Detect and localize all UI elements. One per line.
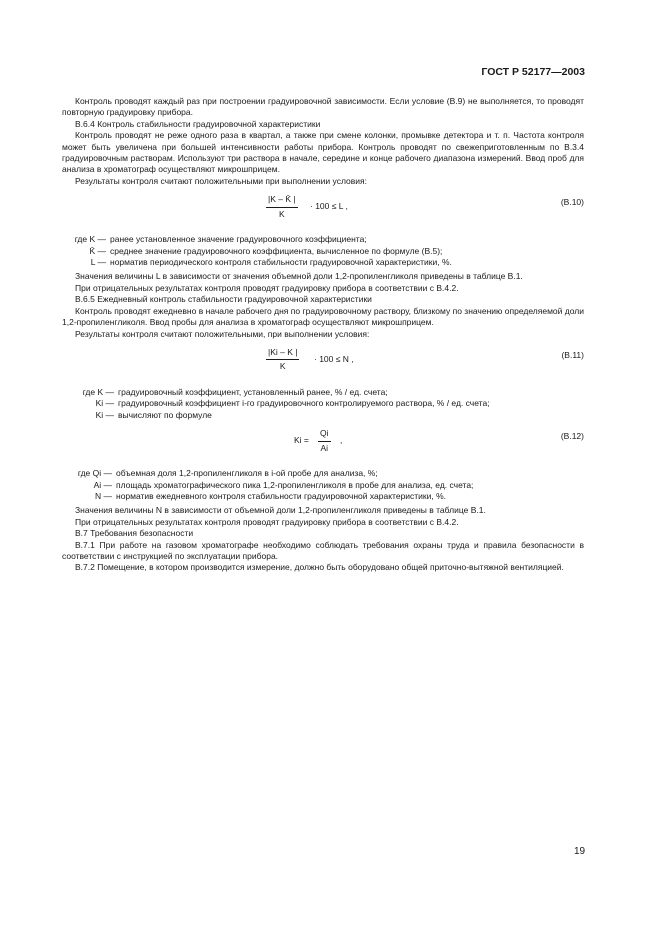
formula-fraction [266,347,299,373]
definition-symbol: где K — [74,234,106,245]
definition-symbol: Ai — [93,479,112,490]
paragraph: В.7.1 При работе на газовом хроматографе необходимо соблюдать требования охраны труда и правила безопасности в соответствии с инструкцией по эксплуатации прибора. [62,539,584,561]
formula-fraction [318,428,331,454]
paragraph: Контроль проводят ежедневно в начале рабочего дня по градуировочному раствору, близкому по значению определяемой доли 1,2-пропиленгликоля. Ввод пробы для анализа в хроматограф осуществляют микрошприцем. [62,305,584,328]
definition-symbol: где K — [82,386,114,397]
formula-rest: , [340,435,343,446]
paragraph: Результаты контроля считают положительными, при выполнении условия: [75,328,370,339]
definition-row [62,398,584,409]
paragraph: Контроль проводят каждый раз при построении градуировочной зависимости. Если условие (В.9) не выполняется, то проводят повторную градуировку прибора. [62,96,584,118]
formula-denominator: K [278,208,285,219]
definition-row [62,387,584,398]
formula-number: (В.12) [560,431,584,442]
paragraph: При отрицательных результатах контроля проводят градуировку прибора в соответствии с В.4.2. [75,282,459,293]
definition-row [62,491,584,502]
page-header-standard: ГОСТ Р 52177—2003 [481,66,585,78]
formula-number: (В.10) [560,197,584,208]
definition-symbol: N — [95,490,112,501]
definition-row [62,257,584,268]
definition-symbol: Ki — [95,409,114,420]
formula-numerator: |Ki – K | [266,347,299,360]
section-heading: В.7 Требования безопасности [75,528,194,539]
formula-denominator: K [279,361,286,372]
definitions-list [62,468,584,502]
paragraph: Результаты контроля считают положительными при выполнении условия: [75,175,367,186]
definitions-list [62,387,584,421]
paragraph: Значения величины L в зависимости от значения объемной доли 1,2-пропиленгликоля приведены в таблице В.1. [75,271,523,282]
definition-text: среднее значение градуировочного коэффициента, вычисленное по формуле (В.5); [110,245,443,256]
paragraph: Значения величины N в зависимости от объемной доли 1,2-пропиленгликоля приведены в таблице В.1. [75,505,486,516]
formula-b11 [62,344,584,384]
paragraph: При отрицательных результатах контроля проводят градуировку прибора в соответствии с В.4.2. [75,516,459,527]
definition-text: градуировочный коэффициент, установленный ранее, % / ед. счета; [118,386,388,397]
document-body [62,96,584,574]
definition-symbol: Ki — [95,398,114,409]
section-heading: В.6.5 Ежедневный контроль стабильности градуировочной характеристики [75,294,372,305]
definition-symbol: L — [90,257,106,268]
definition-text: норматив ежедневного контроля стабильности градуировочной характеристики, %. [116,490,447,501]
definition-symbol: где Qi — [77,468,112,479]
formula-rest: · 100 ≤ N , [314,353,354,364]
definitions-list [62,234,584,268]
formula-b12 [62,425,584,465]
definition-text: норматив периодического контроля стабильности градуировочной характеристики, %. [110,257,452,268]
paragraph: В.7.2 Помещение, в котором производится измерение, должно быть оборудовано общей приточно-вытяжной вентиляцией. [75,562,564,573]
definition-text: площадь хроматографического пика 1,2-пропиленгликоля в пробе для анализа, ед. счета; [116,479,474,490]
formula-numerator: |K – K̄ | [266,194,298,207]
definition-text: объемная доля 1,2-пропиленгликоля в i-ой пробе для анализа, %; [116,468,378,479]
definition-row [62,234,584,245]
definition-row [62,246,584,257]
page-number: 19 [574,846,586,857]
definition-row [62,410,584,421]
definition-row [62,480,584,491]
formula-rest: · 100 ≤ L , [310,201,348,212]
formula-b10 [62,191,584,231]
definition-text: градуировочный коэффициент i-го градуировочного контролируемого раствора, % / ед. счета; [118,398,490,409]
formula-numerator: Qi [318,428,331,441]
formula-number: (В.11) [561,349,584,360]
section-heading: В.6.4 Контроль стабильности градуировочной характеристики [75,118,321,129]
definition-symbol: K̄ — [89,245,106,256]
formula-fraction [266,194,298,220]
definition-text: вычисляют по формуле [118,409,212,420]
definition-row [62,468,584,479]
formula-lhs: Ki = [294,435,309,446]
paragraph: Контроль проводят не реже одного раза в квартал, а также при смене колонки, промывке детектора и т. п. Частота контроля может быть увеличена при большей интенсивности работы прибора. Контроль проводят по свежеприготовленным по В.3.4 градуировочным растворам. Используют три раствора в начале, середине и конце рабочего диапазона измерений. Ввод проб для анализа в хроматограф осуществляют микрошприцем. [62,130,584,175]
formula-denominator: Ai [320,442,329,453]
definition-text: ранее установленное значение градуировочного коэффициента; [110,234,367,245]
